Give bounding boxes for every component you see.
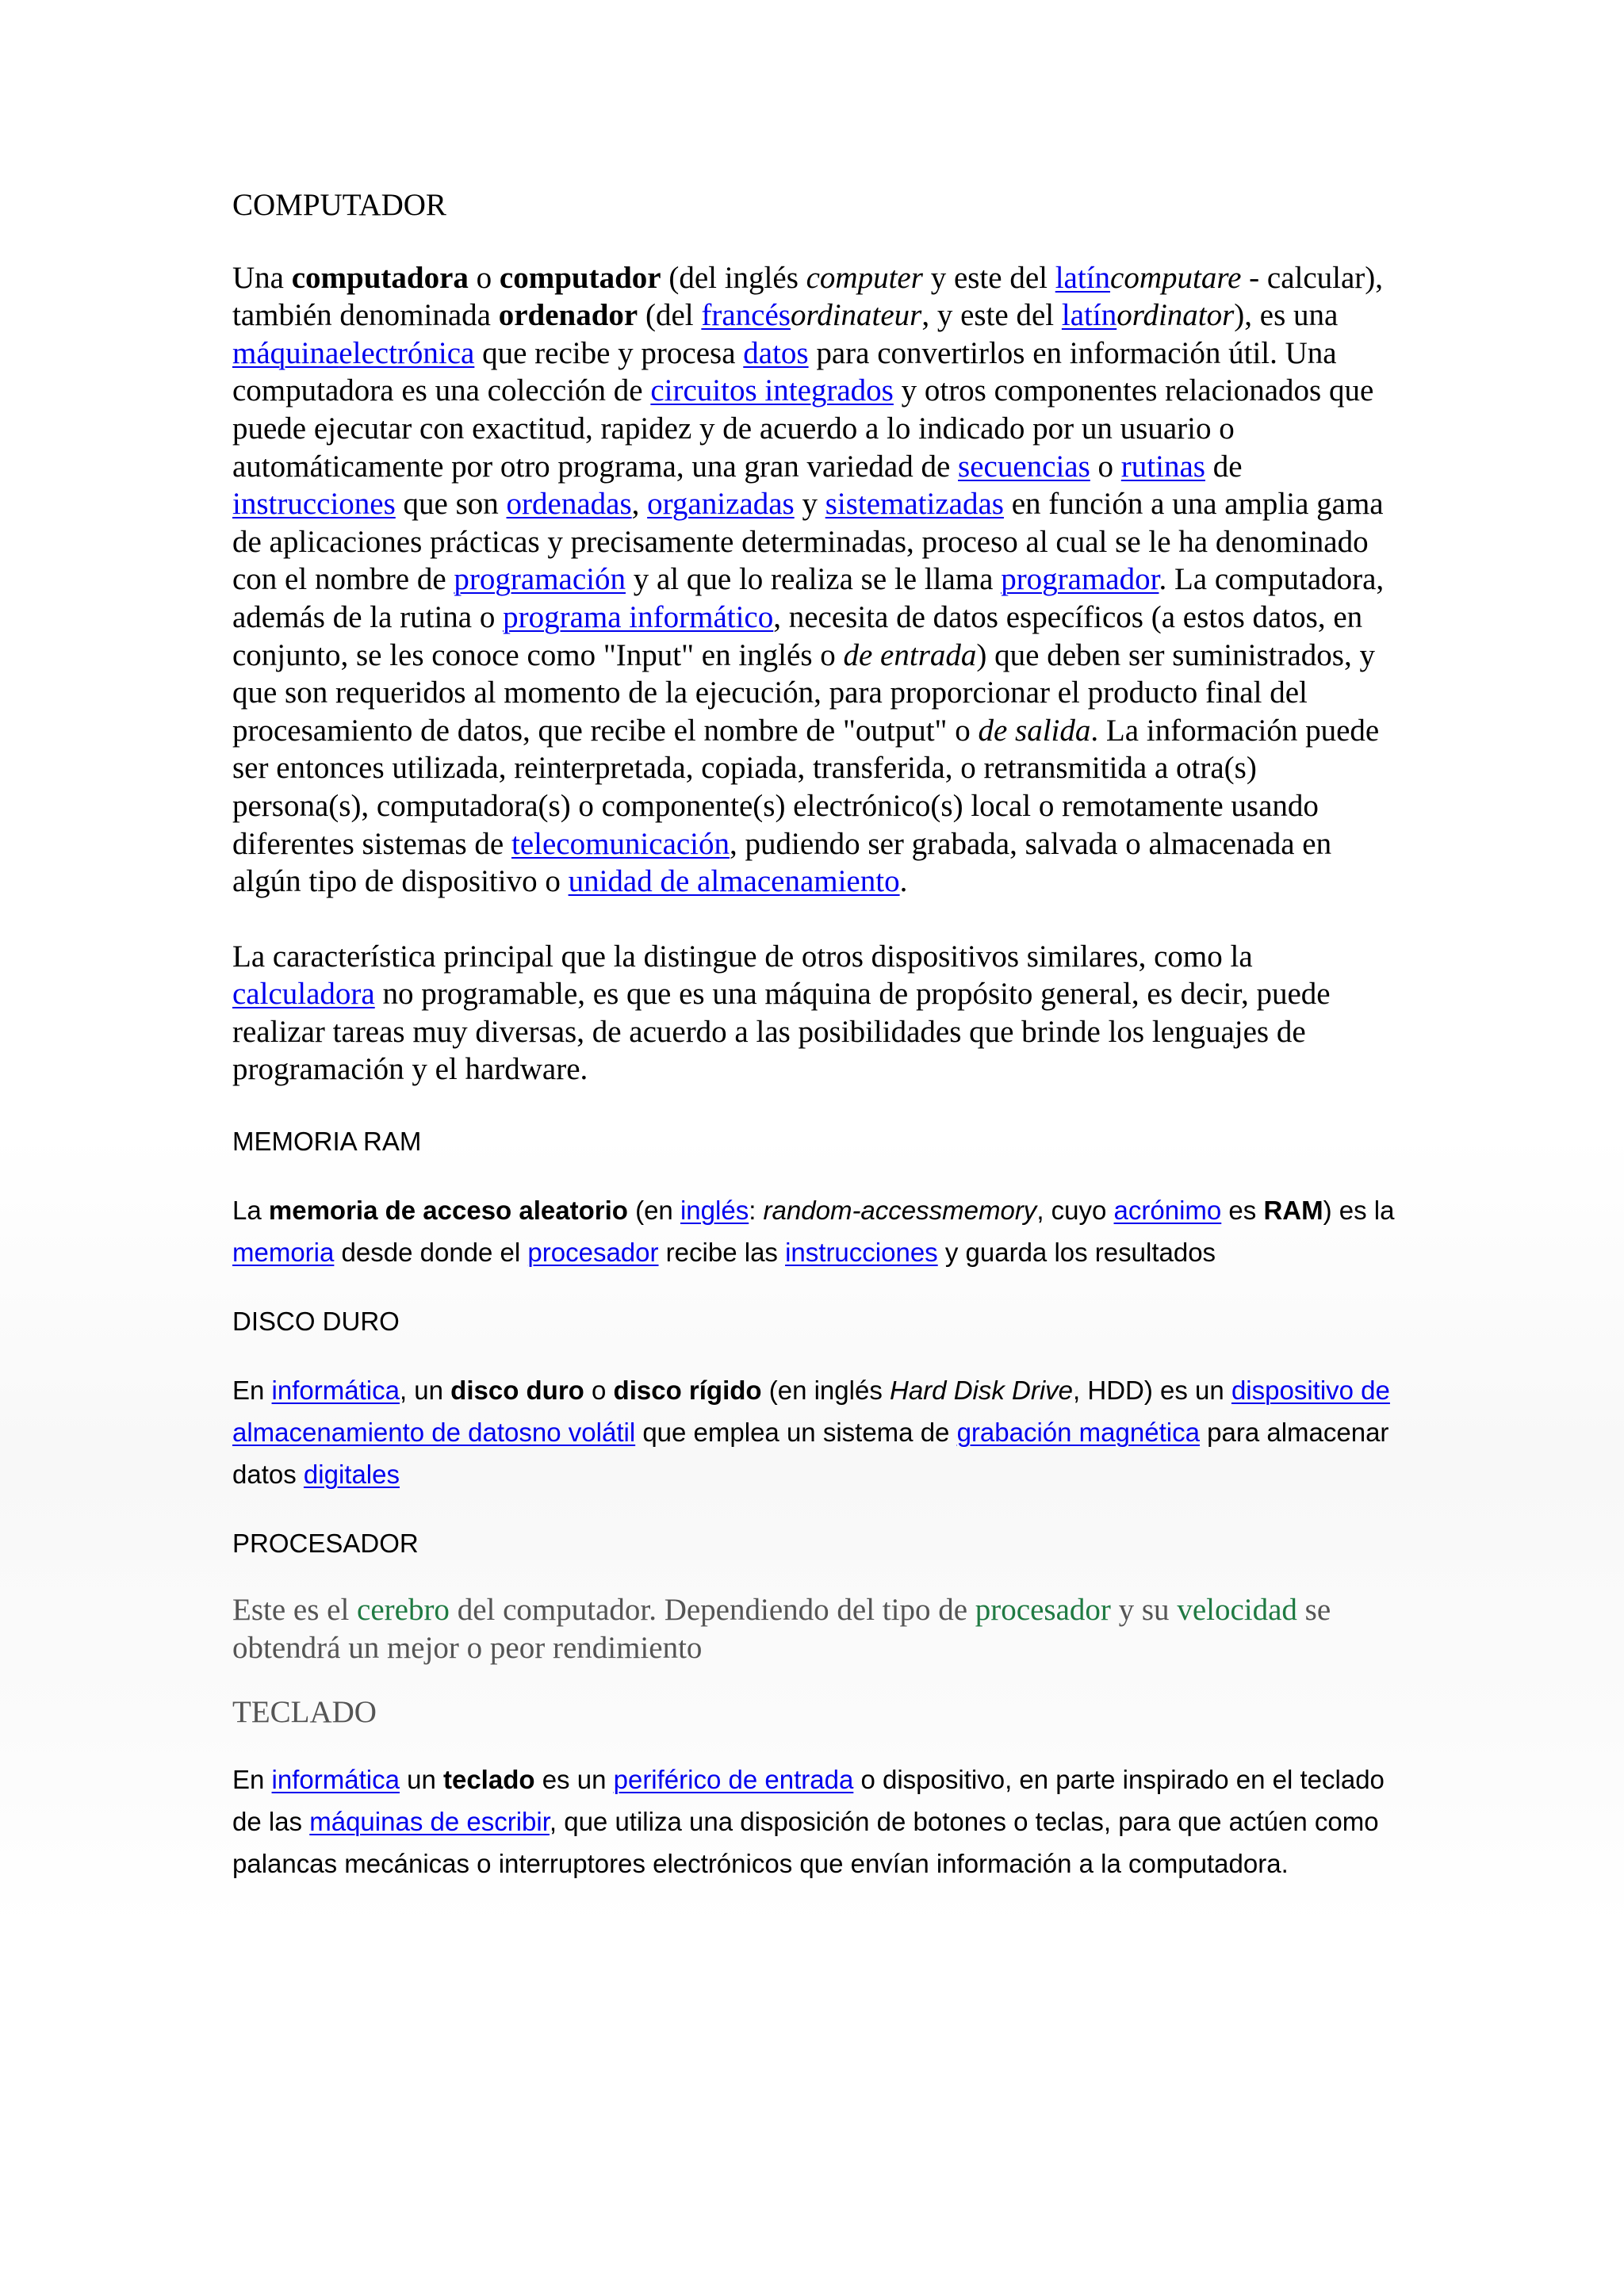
link-no-volatil[interactable]: no volátil: [531, 1418, 636, 1448]
term-procesador: procesador: [975, 1593, 1111, 1628]
link-ingles[interactable]: inglés: [680, 1196, 749, 1226]
link-latin[interactable]: latín: [1055, 260, 1111, 295]
link-secuencias[interactable]: secuencias: [958, 449, 1090, 484]
term-cerebro: cerebro: [357, 1593, 450, 1628]
link-maquina[interactable]: máquina: [232, 335, 339, 370]
link-latin-2[interactable]: latín: [1061, 298, 1117, 333]
link-memoria[interactable]: memoria: [232, 1238, 335, 1268]
teclado-heading: TECLADO: [232, 1695, 377, 1730]
ram-heading: MEMORIA RAM: [232, 1127, 422, 1157]
link-rutinas[interactable]: rutinas: [1120, 449, 1205, 484]
document-page: [232, 186, 1398, 1885]
link-programacion[interactable]: programación: [454, 562, 626, 597]
link-periferico-entrada[interactable]: periférico de entrada: [613, 1764, 854, 1794]
link-informatica[interactable]: informática: [271, 1376, 400, 1406]
link-sistematizadas[interactable]: sistematizadas: [825, 487, 1004, 522]
link-procesador[interactable]: procesador: [527, 1238, 659, 1268]
link-instrucciones[interactable]: instrucciones: [232, 487, 396, 522]
link-digitales[interactable]: digitales: [303, 1460, 400, 1490]
link-circuitos-integrados[interactable]: circuitos integrados: [650, 373, 894, 408]
characteristic-paragraph: La característica principal que la distingue de otros dispositivos similares, como la calculadora no programable, es que es una máquina de propósito general, es decir, puede realizar tareas muy diversas, de acuerdo a las posibilidades que brinde los lenguajes de programación y el hardware.: [232, 939, 1331, 1087]
link-calculadora[interactable]: calculadora: [232, 977, 375, 1012]
intro-paragraph: Una computadora o computador (del inglés computer y este del latíncomputare - calcular), también denominada ordenador (del francésordinateur, y este del latínordinator), es una máquinaelectrónica que recibe y procesa datos para convertirlos en información útil. Una computadora es una colección de circuitos integrados y otros componentes relacionados que puede ejecutar con exactitud, rapidez y de acuerdo a lo indicado por un usuario o automáticamente por otro programa, una gran variedad de secuencias o rutinas de instrucciones que son ordenadas, organizadas y sistematizadas en función a una amplia gama de aplicaciones prácticas y precisamente determinadas, proceso al cual se le ha denominado con el nombre de programación y al que lo realiza se le llama programador. La computadora, además de la rutina o programa informático, necesita de datos específicos (a estos datos, en conjunto, se les conoce como "Input" en inglés o de entrada) que deben ser suministrados, y que son requeridos al momento de la ejecución, para proporcionar el producto final del procesamiento de datos, que recibe el nombre de "output" o de salida. La información puede ser entonces utilizada, reinterpretada, copiada, transferida, o retransmitida a otra(s) persona(s), computadora(s) o componente(s) electrónico(s) local o remotamente usando diferentes sistemas de telecomunicación, pudiendo ser grabada, salvada o almacenada en algún tipo de dispositivo o unidad de almacenamiento.: [232, 260, 1385, 899]
link-electronica[interactable]: electrónica: [339, 335, 475, 370]
link-dispositivo-almacenamiento[interactable]: dispositivo de almacenamiento de datos: [232, 1376, 1390, 1448]
disco-heading: DISCO DURO: [232, 1307, 400, 1337]
link-grabacion-magnetica[interactable]: grabación magnética: [956, 1418, 1200, 1448]
link-ordenadas[interactable]: ordenadas: [506, 487, 632, 522]
link-unidad-almacenamiento[interactable]: unidad de almacenamiento: [568, 864, 900, 899]
link-instrucciones-ram[interactable]: instrucciones: [785, 1238, 938, 1268]
link-programador[interactable]: programador: [1001, 562, 1159, 597]
link-acronimo[interactable]: acrónimo: [1113, 1196, 1222, 1226]
link-programa-informatico[interactable]: programa informático: [503, 599, 774, 634]
page-title: COMPUTADOR: [232, 188, 446, 222]
teclado-paragraph: En informática un teclado es un periférico de entrada o dispositivo, en parte inspirado en el teclado de las máquinas de escribir, que utiliza una disposición de botones o teclas, para que actúen como palancas mecánicas o interruptores electrónicos que envían información a la computadora.: [232, 1764, 1385, 1878]
term-velocidad: velocidad: [1177, 1593, 1297, 1628]
link-informatica-teclado[interactable]: informática: [271, 1764, 400, 1794]
disco-paragraph: En informática, un disco duro o disco rígido (en inglés Hard Disk Drive, HDD) es un dispositivo de almacenamiento de datosno volátil que emplea un sistema de grabación magnética para almacenar datos digitales: [232, 1376, 1390, 1490]
procesador-heading: PROCESADOR: [232, 1529, 419, 1559]
procesador-paragraph: Este es el cerebro del computador. Dependiendo del tipo de procesador y su velocidad se obtendrá un mejor o peor rendimiento: [232, 1593, 1331, 1665]
link-maquinas-escribir[interactable]: máquinas de escribir: [309, 1806, 550, 1836]
link-frances[interactable]: francés: [701, 298, 791, 333]
link-datos[interactable]: datos: [743, 335, 809, 370]
ram-paragraph: La memoria de acceso aleatorio (en inglés: random-accessmemory, cuyo acrónimo es RAM) es la memoria desde donde el procesador recibe las instrucciones y guarda los resultados: [232, 1196, 1395, 1268]
link-telecomunicacion[interactable]: telecomunicación: [511, 826, 730, 861]
link-organizadas[interactable]: organizadas: [647, 487, 795, 522]
